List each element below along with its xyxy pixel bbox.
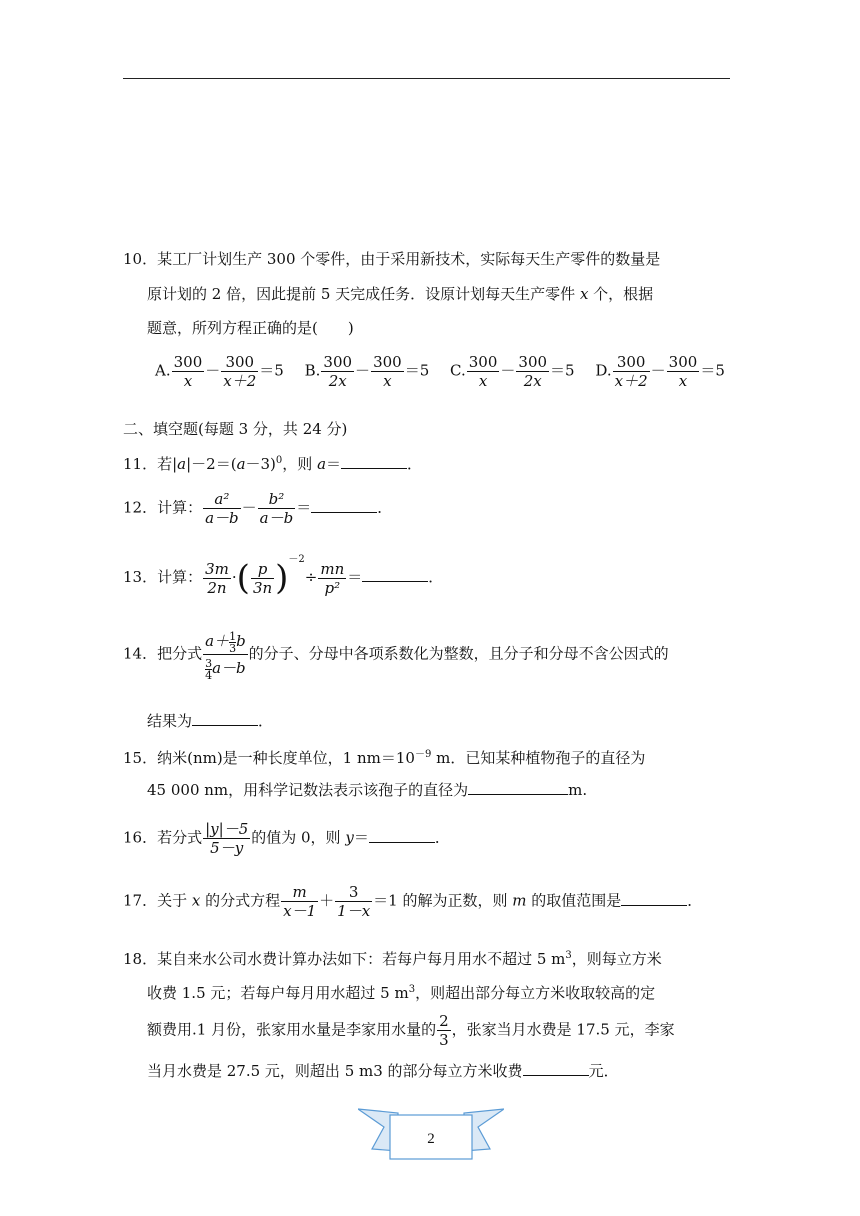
fraction	[335, 883, 372, 920]
question-11	[123, 453, 422, 474]
option-a[interactable]: A. $\frac{300}{x}$ － $\frac{300}{x+2}$ ＝5	[155, 353, 284, 390]
denominator: 3n	[252, 578, 273, 597]
right-paren: )	[275, 558, 289, 598]
question-10-options	[155, 353, 741, 390]
numerator: |y|－5	[205, 820, 249, 838]
numerator: 300	[518, 353, 548, 371]
variable: a	[177, 455, 187, 473]
variable: m	[512, 891, 527, 910]
question-number: 10．	[123, 250, 158, 268]
exponent: 3	[565, 950, 572, 961]
question-18-line1	[123, 948, 662, 969]
question-number: 18．	[123, 950, 158, 968]
question-text: 原计划的 2 倍，因此提前 5 天完成任务．设原计划每天生产零件	[147, 285, 580, 303]
question-number: 14．	[123, 644, 158, 663]
question-16	[123, 820, 450, 857]
fraction	[172, 353, 205, 390]
question-text: 的分子、分母中各项系数化为整数，且分子和分母不含公因式的	[248, 644, 669, 663]
question-15	[123, 745, 645, 768]
question-text: ＝1 的解为正数，则	[373, 891, 513, 910]
left-paren: (	[236, 558, 250, 598]
question-text: 关于	[157, 891, 192, 910]
question-text: ，则	[282, 455, 318, 473]
question-text: 的分式方程	[200, 891, 281, 910]
term: a＋	[205, 632, 230, 650]
denominator: 3	[439, 1031, 449, 1049]
question-text: ．	[428, 568, 444, 586]
option-b[interactable]: B. $\frac{300}{2x}$ － $\frac{300}{x}$ ＝5	[304, 353, 430, 390]
numerator: m	[281, 883, 318, 902]
question-12: 12．计算： $\frac{\text{a²}}{a-b}$ － $\frac{\text{b²}}{a-b}$ ＝ ．	[123, 490, 393, 527]
answer-blank[interactable]	[369, 829, 435, 843]
question-15-line2	[147, 779, 587, 800]
question-text: |－2＝(	[186, 455, 237, 473]
rhs: ＝5	[700, 361, 725, 380]
question-text: ＝	[347, 568, 363, 586]
denominator: 1－x	[337, 902, 371, 920]
option-label: C.	[450, 361, 466, 380]
fraction	[321, 353, 354, 390]
answer-blank[interactable]	[621, 892, 687, 906]
question-text: ．	[434, 828, 450, 847]
fraction	[203, 560, 231, 597]
question-text: ，则每立方米	[571, 950, 662, 968]
question-text: 的取值范围是	[526, 891, 622, 910]
question-text: －3)	[245, 455, 276, 473]
question-13: 13．计算： $\frac{3m}{2n}$ ·( $\frac{p}{3n}$ )$^{-2}$÷ $\frac{mn}{\text{p²}}$ ＝ ．	[123, 554, 444, 598]
question-text: ．	[377, 498, 393, 517]
question-text: ．	[258, 712, 274, 730]
question-text: 若|	[157, 455, 178, 473]
question-text: m．已知某种植物孢子的直径为	[431, 749, 646, 767]
question-number: 15．	[123, 749, 158, 767]
question-text: 题意，所列方程正确的是( )	[147, 319, 354, 337]
rhs: ＝5	[259, 361, 284, 380]
fraction	[613, 353, 650, 390]
question-text: ÷	[304, 568, 318, 586]
question-text: ．	[407, 455, 423, 473]
question-text: 收费 1.5 元；若每户每月用水超过 5 m	[147, 984, 409, 1002]
complex-fraction	[203, 628, 248, 681]
answer-blank[interactable]	[362, 568, 428, 582]
fraction	[203, 490, 241, 527]
denominator: x＋2	[223, 372, 257, 390]
fraction	[258, 490, 296, 527]
question-text: ，则超出部分每立方米收取较高的定	[415, 984, 656, 1002]
page-number-ribbon	[358, 1105, 504, 1165]
answer-blank[interactable]	[311, 499, 377, 513]
numerator: mn	[320, 559, 345, 578]
fraction	[281, 883, 318, 920]
small-fraction	[229, 631, 236, 654]
denominator: a－b	[205, 509, 239, 527]
fraction	[467, 353, 500, 390]
numerator: 300	[323, 353, 353, 371]
option-c[interactable]: C. $\frac{300}{x}$ － $\frac{300}{2x}$ ＝5	[450, 353, 575, 390]
fraction	[667, 353, 700, 390]
denominator: x＋2	[614, 372, 648, 390]
numerator: b²	[258, 490, 296, 509]
exponent: －9	[414, 749, 432, 760]
numerator	[203, 628, 248, 655]
question-number: 16．	[123, 828, 158, 847]
numerator: 300	[373, 353, 402, 371]
question-text: ，张家当月水费是 17.5 元，李家	[451, 1020, 675, 1039]
question-text: 当月水费是 27.5 元，则超出 5 m3 的部分每立方米收费	[147, 1062, 523, 1080]
denominator: 5－y	[210, 839, 244, 857]
numerator: 300	[173, 353, 203, 371]
numerator: 3	[335, 883, 372, 902]
numerator: 3m	[205, 559, 229, 578]
denominator: p²	[324, 578, 341, 597]
question-14	[123, 628, 669, 681]
question-text: 的值为 0，则	[251, 828, 346, 847]
option-label: B.	[304, 361, 321, 380]
section-title: 二、填空题(每题 3 分，共 24 分)	[123, 420, 348, 438]
denominator	[203, 655, 248, 681]
fraction	[516, 353, 549, 390]
question-text: 若分式	[157, 828, 203, 847]
exponent: 3	[408, 984, 416, 995]
option-d[interactable]: D. $\frac{300}{x+2}$ － $\frac{300}{x}$ ＝5	[595, 353, 725, 390]
question-number: 11．	[123, 455, 158, 473]
option-label: A.	[155, 361, 171, 380]
denominator: x－1	[283, 902, 317, 920]
denominator: a－b	[259, 509, 294, 527]
exponent: 0	[275, 455, 283, 466]
denominator: x	[678, 372, 688, 390]
numerator: 300	[668, 353, 698, 371]
header-rule	[123, 78, 730, 79]
question-text: 额费用.1 月份，张家用水量是李家用水量的	[147, 1020, 437, 1039]
question-text: ＋	[319, 891, 335, 910]
numerator: p	[251, 560, 274, 579]
question-text: ＝	[353, 828, 369, 847]
section-heading	[123, 418, 347, 439]
numerator: 2	[439, 1012, 449, 1030]
question-17	[123, 883, 702, 920]
question-number: 13．	[123, 568, 158, 586]
rhs: ＝5	[404, 361, 430, 380]
question-10-line2	[147, 283, 653, 304]
question-text: 把分式	[157, 644, 203, 663]
question-18-line2	[147, 982, 655, 1003]
question-text: 某自来水公司水费计算办法如下：若每户每月用水不超过 5 m	[157, 950, 566, 968]
denominator: 4	[205, 668, 213, 682]
denominator: x	[478, 372, 488, 390]
variable: y	[345, 828, 354, 847]
term: a－b	[212, 659, 246, 677]
question-text: 计算：	[157, 568, 203, 586]
answer-blank[interactable]	[192, 712, 258, 726]
fraction	[251, 560, 274, 597]
question-text: ．	[687, 891, 703, 910]
question-text: m.	[568, 781, 588, 799]
numerator: 300	[468, 353, 498, 371]
variable: a	[317, 455, 327, 473]
variable: a	[236, 455, 246, 473]
denominator: x	[383, 372, 392, 390]
fraction	[203, 820, 250, 857]
answer-blank[interactable]	[523, 1062, 589, 1076]
question-number: 17．	[123, 891, 158, 910]
denominator: 3	[229, 641, 237, 655]
variable: x	[191, 891, 201, 910]
question-text: 个，根据	[588, 285, 654, 303]
variable: x	[579, 285, 589, 303]
question-text: 纳米(nm)是一种长度单位，1 nm＝10	[157, 749, 415, 767]
question-text: 计算：	[157, 498, 203, 517]
exponent: －2	[288, 554, 305, 565]
answer-blank[interactable]	[341, 455, 407, 469]
question-number: 12．	[123, 498, 158, 517]
question-10-line1	[123, 248, 660, 269]
denominator: 2n	[207, 578, 227, 597]
question-text: 某工厂计划生产 300 个零件，由于采用新技术，实际每天生产零件的数量是	[157, 250, 661, 268]
question-14-line2	[147, 710, 273, 731]
fraction	[437, 1012, 451, 1049]
denominator: 2x	[328, 372, 347, 390]
numerator: 300	[613, 353, 650, 372]
fraction	[371, 353, 404, 390]
fraction	[318, 560, 346, 597]
fraction	[221, 353, 258, 390]
page-number: 2	[427, 1131, 435, 1147]
numerator: 3	[205, 656, 213, 670]
denominator: 2x	[523, 372, 542, 390]
rhs: ＝5	[550, 361, 575, 380]
answer-blank[interactable]	[468, 781, 568, 795]
question-text: ＝	[326, 455, 342, 473]
question-text: 45 000 nm，用科学记数法表示该孢子的直径为	[147, 781, 469, 799]
denominator: x	[183, 372, 193, 390]
numerator: 300	[221, 353, 258, 372]
numerator: a²	[203, 490, 241, 509]
term: b	[236, 632, 246, 650]
question-18-line3	[147, 1012, 675, 1049]
question-text: 结果为	[147, 712, 193, 730]
question-18-line4	[147, 1060, 619, 1081]
numerator: 1	[229, 629, 237, 643]
question-text: 元．	[588, 1062, 619, 1080]
option-label: D.	[595, 361, 612, 380]
question-text: ＝	[296, 498, 312, 517]
question-10-line3	[147, 317, 354, 338]
